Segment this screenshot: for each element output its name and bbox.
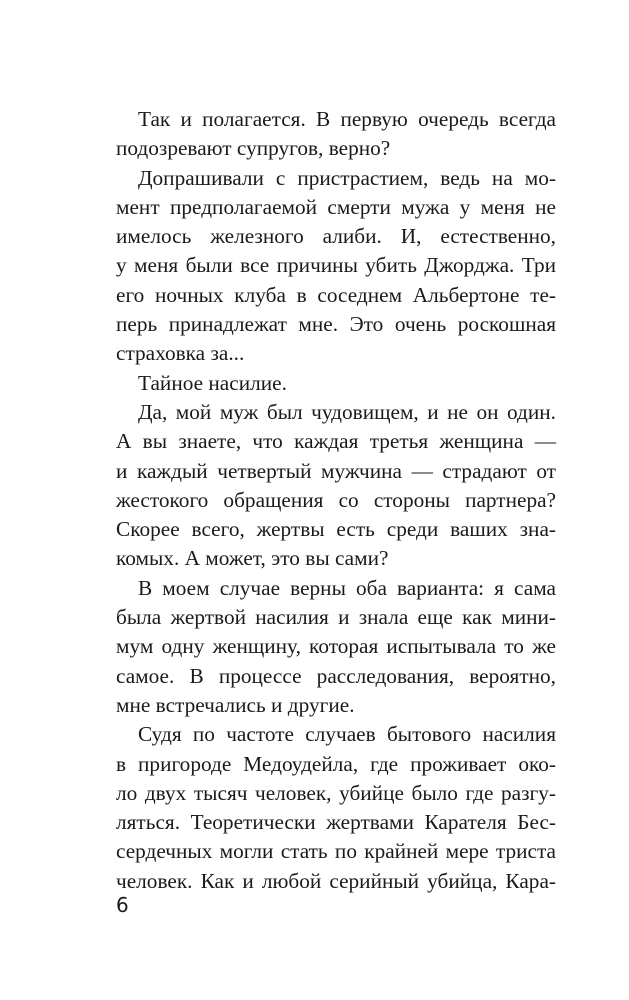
text-line: перь принадлежат мне. Это очень роскошная bbox=[116, 312, 556, 337]
text-line: Так и полагается. В первую очередь всегда bbox=[138, 107, 556, 131]
text-line: мум одну женщину, которая испытывала то же bbox=[116, 634, 556, 659]
text-line: его ночных клуба в соседнем Альбертоне те- bbox=[116, 282, 556, 307]
text-line: мент предполагаемой смерти мужа у меня не bbox=[116, 194, 556, 219]
text-line: ло двух тысяч человек, убийце было где разгу- bbox=[116, 780, 556, 805]
text-line: самое. В процессе расследования, вероятно, bbox=[116, 663, 556, 688]
text-line: ляться. Теоретически жертвами Карателя Бес- bbox=[116, 810, 556, 835]
text-line: страховка за... bbox=[116, 341, 245, 366]
body-text bbox=[116, 105, 556, 896]
page-number: 6 bbox=[116, 893, 129, 917]
text-line: подозревают супругов, верно? bbox=[116, 136, 391, 161]
text-line: и каждый четвертый мужчина — страдают от bbox=[116, 458, 556, 483]
text-line: человек. Как и любой серийный убийца, Кара- bbox=[116, 868, 556, 893]
text-line: у меня были все причины убить Джорджа. Три bbox=[116, 253, 556, 278]
text-line: В моем случае верны оба варианта: я сама bbox=[138, 575, 556, 600]
text-line: в пригороде Медоудейла, где проживает око- bbox=[116, 751, 556, 776]
text-line: была жертвой насилия и знала еще как мини- bbox=[116, 605, 556, 630]
text-line: Допрашивали с пристрастием, ведь на мо- bbox=[138, 165, 556, 190]
text-line: мне встречались и другие. bbox=[116, 692, 355, 717]
text-line: имелось железного алиби. И, естественно, bbox=[116, 224, 556, 249]
text-line: А вы знаете, что каждая третья женщина — bbox=[116, 429, 556, 454]
text-line: Да, мой муж был чудовищем, и не он один. bbox=[138, 399, 556, 424]
text-line: жестокого обращения со стороны партнера? bbox=[116, 487, 556, 512]
text-line: сердечных могли стать по крайней мере триста bbox=[116, 839, 556, 864]
text-line: Судя по частоте случаев бытового насилия bbox=[138, 722, 556, 747]
text-line: Скорее всего, жертвы есть среди ваших зна- bbox=[116, 517, 556, 542]
text-line: комых. А может, это вы сами? bbox=[116, 546, 389, 571]
text-line: Тайное насилие. bbox=[138, 370, 287, 395]
